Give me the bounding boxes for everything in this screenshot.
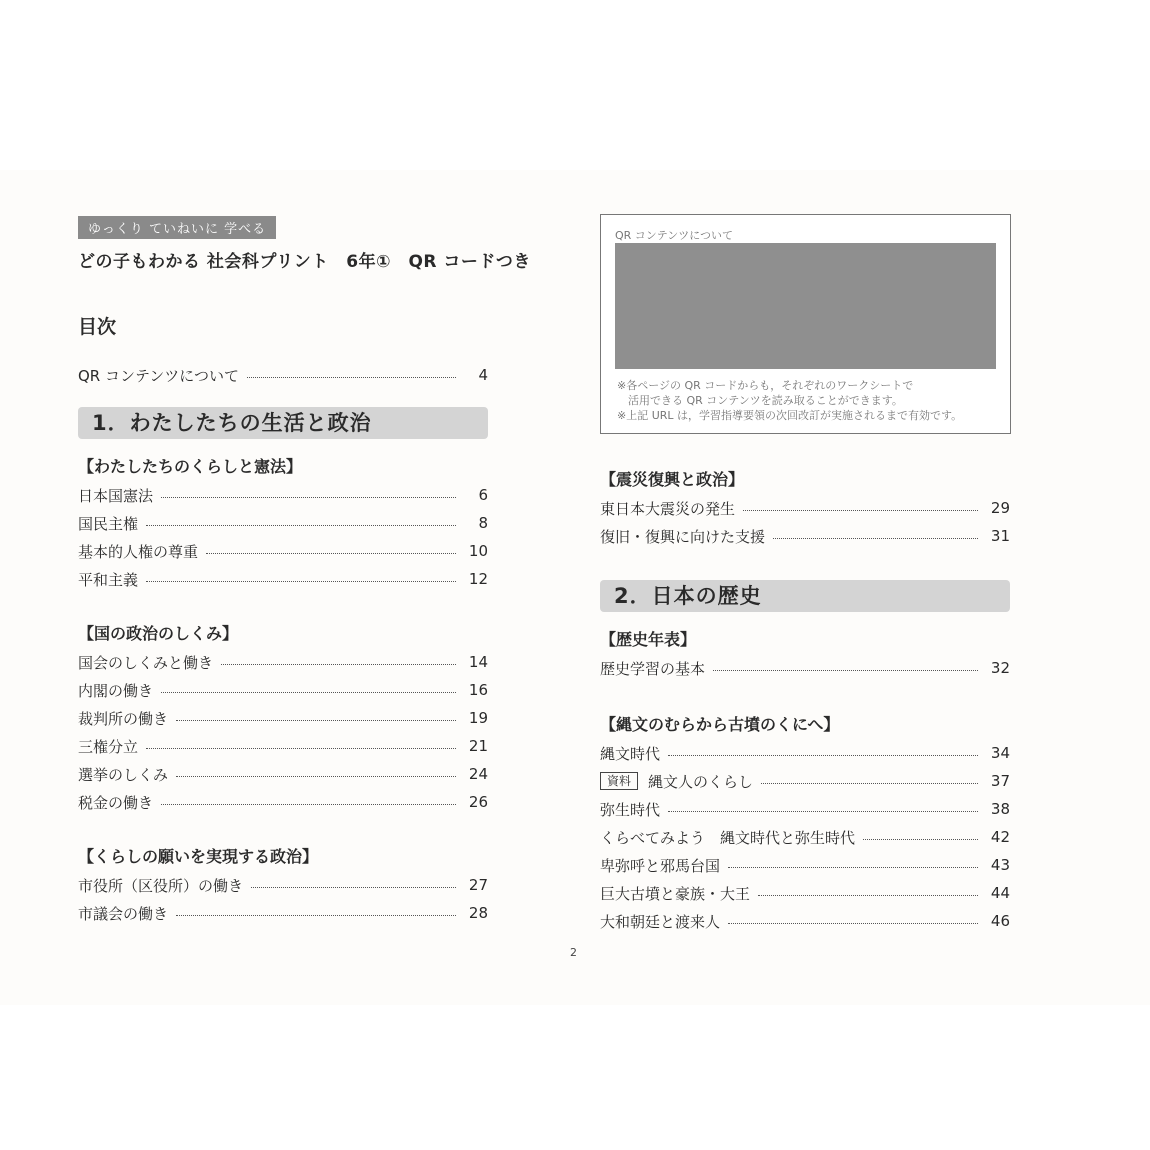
qr-panel-title: QR コンテンツについて (615, 229, 734, 242)
chapter-2-title: 2．日本の歴史 (600, 580, 1010, 612)
leader-dots (728, 923, 978, 924)
toc-entry[interactable] (600, 851, 1010, 879)
toc-entry-page: 26 (468, 793, 488, 811)
toc-entry-label: 選挙のしくみ (78, 765, 169, 784)
leader-dots (728, 867, 978, 868)
toc-entry-page: 16 (468, 681, 488, 699)
leader-dots (161, 497, 456, 498)
right-column (600, 466, 1010, 935)
leader-dots (863, 839, 978, 840)
toc-entry[interactable] (78, 704, 488, 732)
leader-dots (176, 776, 456, 777)
leader-dots (176, 915, 456, 916)
toc-entry-label: 国会のしくみと働き (78, 653, 214, 672)
toc-entry-label: 三権分立 (78, 737, 139, 756)
toc-entry[interactable] (600, 494, 1010, 522)
leader-dots (743, 510, 978, 511)
toc-entry-label: 日本国憲法 (78, 486, 154, 505)
chapter-1-title: 1．わたしたちの生活と政治 (78, 407, 488, 439)
toc-entry-page: 21 (468, 737, 488, 755)
leader-dots (713, 670, 978, 671)
toc-entry-label: 弥生時代 (600, 800, 661, 819)
leader-dots (773, 538, 978, 539)
toc-group-label: 【歴史年表】 (600, 630, 697, 649)
toc-entry-page: 31 (990, 527, 1010, 545)
toc-entry-label: 大和朝廷と渡来人 (600, 912, 721, 931)
toc-entry-label: 東日本大震災の発生 (600, 499, 736, 518)
toc-group-label: 【国の政治のしくみ】 (78, 624, 239, 643)
toc-entry-page: 37 (990, 772, 1010, 790)
toc-entry-label: 内閣の働き (78, 681, 154, 700)
toc-entry[interactable] (78, 481, 488, 509)
toc-entry-page: 4 (478, 366, 488, 384)
toc-entry[interactable] (78, 565, 488, 593)
toc-entry-label: 縄文時代 (600, 744, 661, 763)
toc-entry-label: くらべてみよう 縄文時代と弥生時代 (600, 828, 856, 847)
toc-heading: 目次 (78, 316, 117, 338)
toc-entry[interactable] (78, 676, 488, 704)
qr-panel-note: ※上記 URL は，学習指導要領の次回改訂が実施されるまで有効です。 (617, 409, 963, 422)
leader-dots (161, 804, 456, 805)
leader-dots (251, 887, 456, 888)
toc-entry-page: 8 (478, 514, 488, 532)
toc-group-label: 【震災復興と政治】 (600, 470, 745, 489)
toc-entry-page: 32 (990, 659, 1010, 677)
leader-dots (146, 581, 456, 582)
toc-entry-label: 市議会の働き (78, 904, 169, 923)
qr-contents-panel (600, 214, 1011, 434)
toc-entry[interactable] (78, 537, 488, 565)
toc-group-label: 【わたしたちのくらしと憲法】 (78, 457, 303, 476)
toc-entry-page: 6 (478, 486, 488, 504)
toc-entry[interactable] (78, 732, 488, 760)
toc-entry[interactable] (600, 522, 1010, 550)
toc-entry-label: 裁判所の働き (78, 709, 169, 728)
toc-entry[interactable] (600, 907, 1010, 935)
toc-entry-page: 28 (468, 904, 488, 922)
toc-entry[interactable] (600, 654, 1010, 682)
leader-dots (247, 377, 456, 378)
toc-entry-label: 歴史学習の基本 (600, 659, 706, 678)
toc-entry-page: 29 (990, 499, 1010, 517)
toc-entry-page: 42 (990, 828, 1010, 846)
toc-entry-page: 24 (468, 765, 488, 783)
leader-dots (146, 525, 456, 526)
series-badge: ゆっくり ていねいに 学べる (78, 216, 276, 239)
leader-dots (221, 664, 456, 665)
toc-entry-page: 19 (468, 709, 488, 727)
toc-entry[interactable] (78, 788, 488, 816)
leader-dots (146, 748, 456, 749)
leader-dots (161, 692, 456, 693)
toc-entry[interactable] (600, 823, 1010, 851)
toc-entry[interactable] (78, 648, 488, 676)
toc-entry-page: 43 (990, 856, 1010, 874)
toc-entry[interactable] (78, 871, 488, 899)
toc-entry-label: 税金の働き (78, 793, 154, 812)
toc-entry-page: 44 (990, 884, 1010, 902)
page-number: 2 (570, 946, 577, 959)
toc-entry-label: 平和主義 (78, 570, 139, 589)
toc-entry[interactable] (600, 879, 1010, 907)
toc-entry-page: 34 (990, 744, 1010, 762)
toc-entry[interactable] (78, 760, 488, 788)
toc-group-label: 【くらしの願いを実現する政治】 (78, 847, 319, 866)
toc-entry[interactable] (600, 767, 1010, 795)
leader-dots (206, 553, 456, 554)
leader-dots (761, 783, 978, 784)
toc-entry-qr-contents[interactable] (78, 361, 488, 389)
toc-entry[interactable] (78, 509, 488, 537)
toc-entry-label: 巨大古墳と豪族・大王 (600, 884, 751, 903)
toc-entry-label: QR コンテンツについて (78, 366, 239, 385)
toc-entry-label: 国民主権 (78, 514, 139, 533)
left-column (78, 216, 531, 927)
toc-entry-label: 縄文人のくらし (648, 772, 754, 791)
toc-entry-label: 復旧・復興に向けた支援 (600, 527, 766, 546)
toc-entry-page: 38 (990, 800, 1010, 818)
qr-panel-note: ※各ページの QR コードからも，それぞれのワークシートで (617, 379, 914, 392)
material-tag: 資料 (600, 772, 638, 790)
toc-entry-page: 27 (468, 876, 488, 894)
leader-dots (758, 895, 978, 896)
book-title: どの子もわかる 社会科プリント 6年① QR コードつき (78, 252, 531, 272)
toc-entry-label: 卑弥呼と邪馬台国 (600, 856, 721, 875)
toc-entry-page: 46 (990, 912, 1010, 930)
toc-entry[interactable] (78, 899, 488, 927)
leader-dots (668, 755, 978, 756)
toc-entry[interactable] (600, 795, 1010, 823)
leader-dots (176, 720, 456, 721)
qr-panel-image (615, 243, 996, 369)
toc-entry-page: 12 (468, 570, 488, 588)
toc-group-label: 【縄文のむらから古墳のくにへ】 (600, 715, 840, 734)
leader-dots (668, 811, 978, 812)
toc-entry-label: 基本的人権の尊重 (78, 542, 199, 561)
toc-entry-label: 市役所（区役所）の働き (78, 876, 244, 895)
toc-entry-page: 14 (468, 653, 488, 671)
toc-entry[interactable] (600, 739, 1010, 767)
qr-panel-note: 活用できる QR コンテンツを読み取ることができます。 (617, 394, 903, 407)
toc-entry-page: 10 (468, 542, 488, 560)
